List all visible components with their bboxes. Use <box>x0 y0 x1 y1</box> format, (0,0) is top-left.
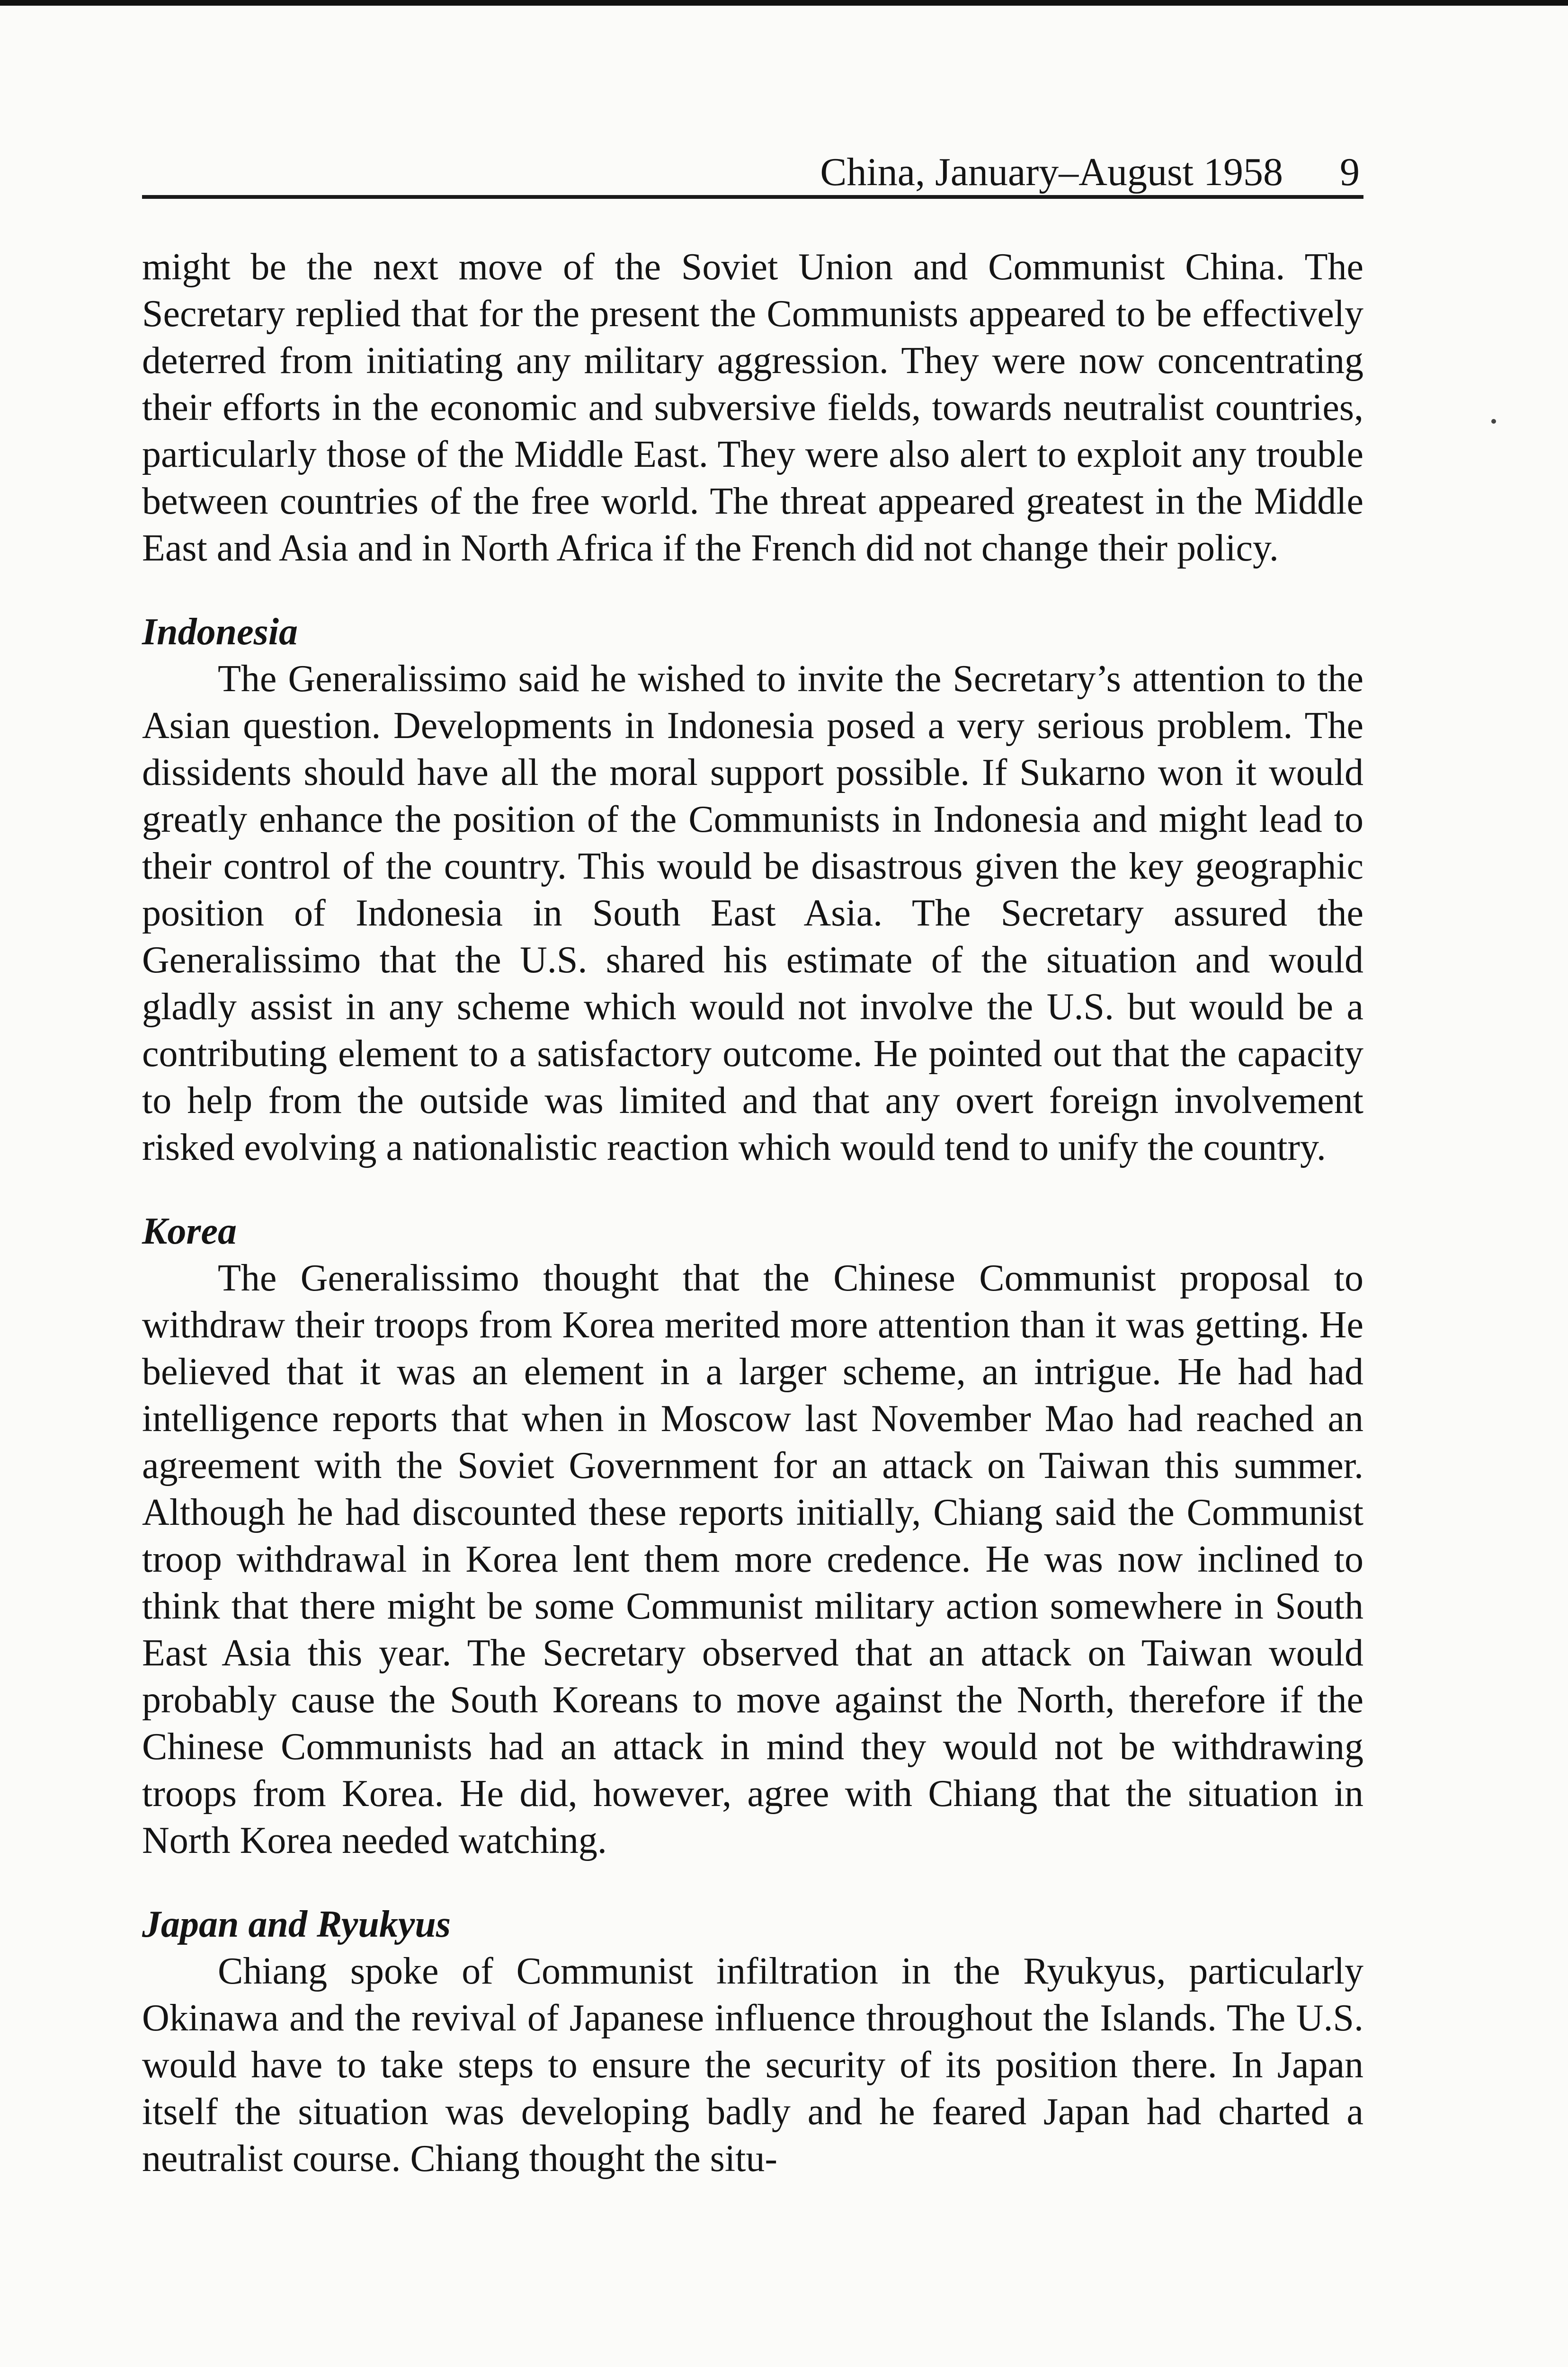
section-heading-japan-ryukyus: Japan and Ryukyus <box>142 1904 451 1945</box>
running-title: China, January–August 1958 <box>820 150 1283 194</box>
section-heading-indonesia: Indonesia <box>142 611 298 653</box>
section-paragraph-japan-ryukyus: Chiang spoke of Communist infiltration in the Ryukyus, particularly Okinawa and the revival of Japanese influence throughout the Islands. The U.S. would have to take steps to ensure the security of its position there. In Japan itself the situation was developing badly and he feared Japan had charted a neutralist course. Chiang thought the situ- <box>142 1950 1363 2180</box>
section-heading-korea: Korea <box>142 1210 237 1252</box>
section-paragraph-indonesia: The Generalissimo said he wished to invite the Secretary’s attention to the Asian question. Developments in Indonesia posed a very serious problem. The dissidents should have all the moral support possible. If Sukarno won it would greatly enhance the position of the Communists in Indonesia and might lead to their control of the country. This would be disastrous given the key geographic position of Indonesia in South East Asia. The Secretary assured the Generalissimo that the U.S. shared his estimate of the situation and would gladly assist in any scheme which would not involve the U.S. but would be a contributing element to a satisfactory outcome. He pointed out that the capacity to help from the outside was limited and that any overt foreign involvement risked evolving a nationalistic reaction which would tend to unify the country. <box>142 658 1363 1168</box>
page-number: 9 <box>1340 150 1360 194</box>
scan-speck <box>1491 419 1496 424</box>
section-paragraph-korea: The Generalissimo thought that the Chinese Communist proposal to withdraw their troops from Korea merited more attention than it was getting. He believed that it was an element in a larger scheme, an intrigue. He had had intelligence reports that when in Moscow last November Mao had reached an agreement with the Soviet Government for an attack on Taiwan this summer. Although he had discounted these reports initially, Chiang said the Communist troop withdrawal in Korea lent them more credence. He was now inclined to think that there might be some Communist military action somewhere in South East Asia this year. The Secretary observed that an attack on Taiwan would probably cause the South Koreans to move against the North, therefore if the Chinese Communists had an attack in mind they would not be withdrawing troops from Korea. He did, however, agree with Chiang that the situation in North Korea needed watching. <box>142 1257 1363 1861</box>
page-body <box>142 244 1363 2182</box>
header-rule <box>142 195 1363 199</box>
scan-top-border <box>0 0 1568 6</box>
opening-paragraph: might be the next move of the Soviet Union and Communist China. The Secretary replied that for the present the Communists appeared to be effectively deterred from initiating any military aggression. They were now concentrating their efforts in the economic and subversive fields, towards neutralist countries, particularly those of the Middle East. They were also alert to exploit any trouble between countries of the free world. The threat appeared greatest in the Middle East and Asia and in North Africa if the French did not change their policy. <box>142 246 1363 569</box>
running-head <box>142 142 1363 199</box>
